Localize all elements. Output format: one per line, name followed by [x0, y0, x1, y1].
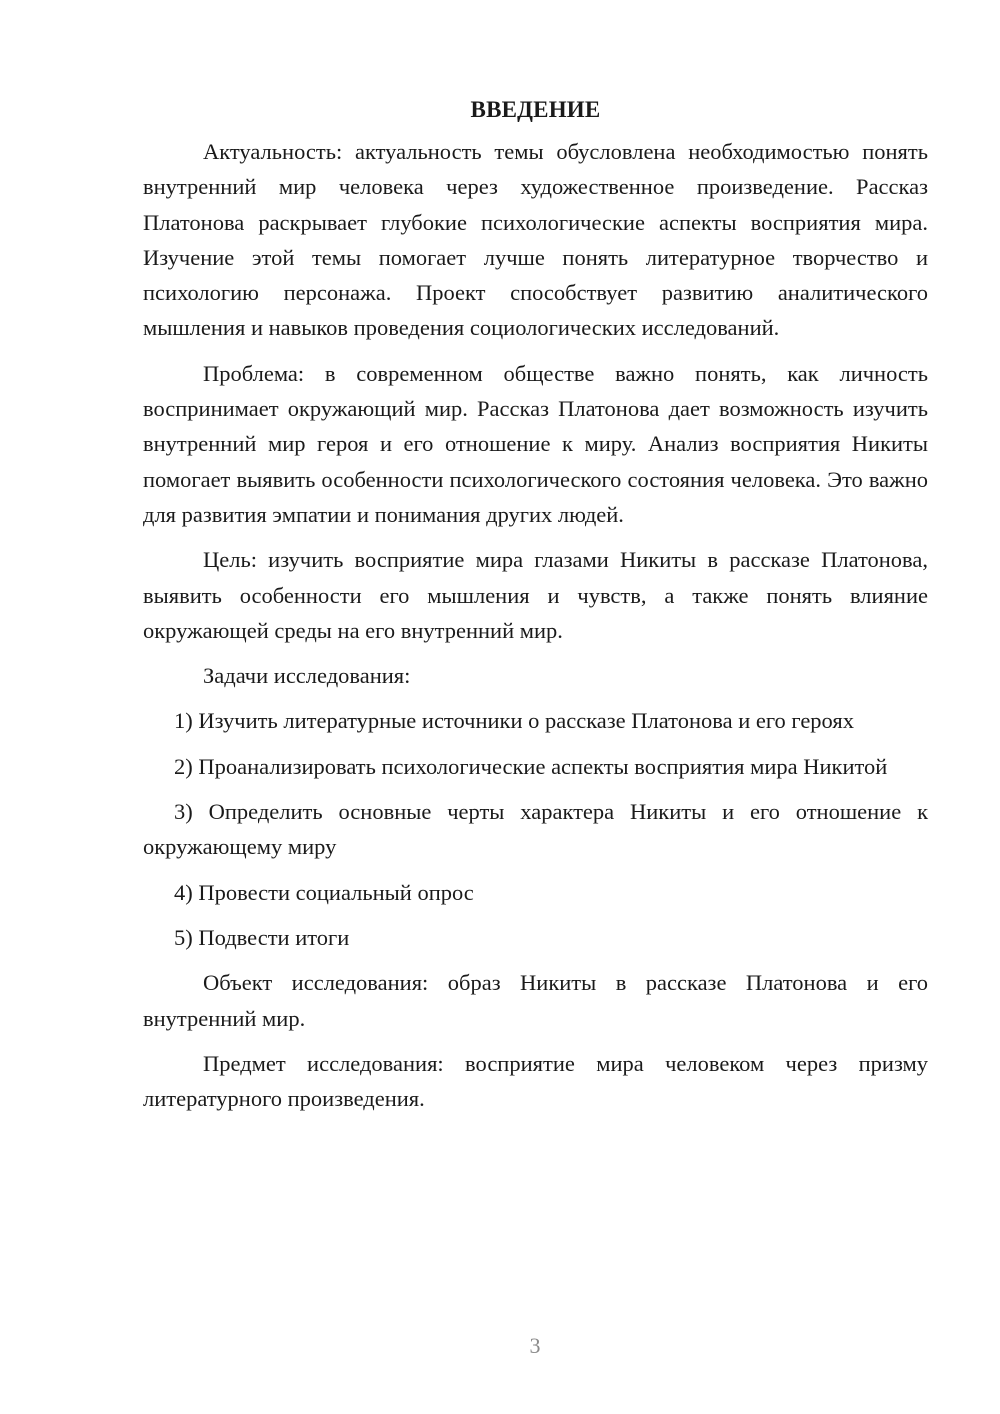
task-item-2: 2) Проанализировать психологические аспекты восприятия мира Никитой [174, 753, 888, 779]
task-item-5: 5) Подвести итоги [174, 924, 350, 950]
problem-paragraph: Проблема: в современном обществе важно понять, как личность воспринимает окружающий мир. Рассказ Платонова дает возможность изучить внутренний мир героя и его отношение к миру. Анализ восприятия Никиты помогает выявить особенности психологического состояния человека. Это важно для развития эмпатии и понимания других людей. [143, 360, 928, 527]
task-item-4: 4) Провести социальный опрос [174, 879, 474, 905]
tasks-heading: Задачи исследования: [203, 663, 411, 689]
research-subject-paragraph: Предмет исследования: восприятие мира человеком через призму литературного произведения. [143, 1050, 928, 1112]
page-number: 3 [529, 1333, 541, 1358]
task-item-3: 3) Определить основные черты характера Никиты и его отношение к окружающему миру [143, 799, 928, 860]
document-page [143, 92, 928, 1116]
research-object-paragraph: Объект исследования: образ Никиты в рассказе Платонова и его внутренний мир. [143, 970, 928, 1031]
task-item-1: 1) Изучить литературные источники о рассказе Платонова и его героях [174, 708, 854, 734]
section-title: ВВЕДЕНИЕ [470, 97, 601, 122]
goal-paragraph: Цель: изучить восприятие мира глазами Никиты в рассказе Платонова, выявить особенности его мышления и чувств, а также понять влияние окружающей среды на его внутренний мир. [143, 547, 928, 643]
relevance-paragraph: Актуальность: актуальность темы обусловлена необходимостью понять внутренний мир человека через художественное произведение. Рассказ Платонова раскрывает глубокие психологические аспекты восприятия мира. Изучение этой темы помогает лучше понять литературное творчество и психологию персонажа. Проект способствует развитию аналитического мышления и навыков проведения социологических исследований. [143, 139, 928, 341]
